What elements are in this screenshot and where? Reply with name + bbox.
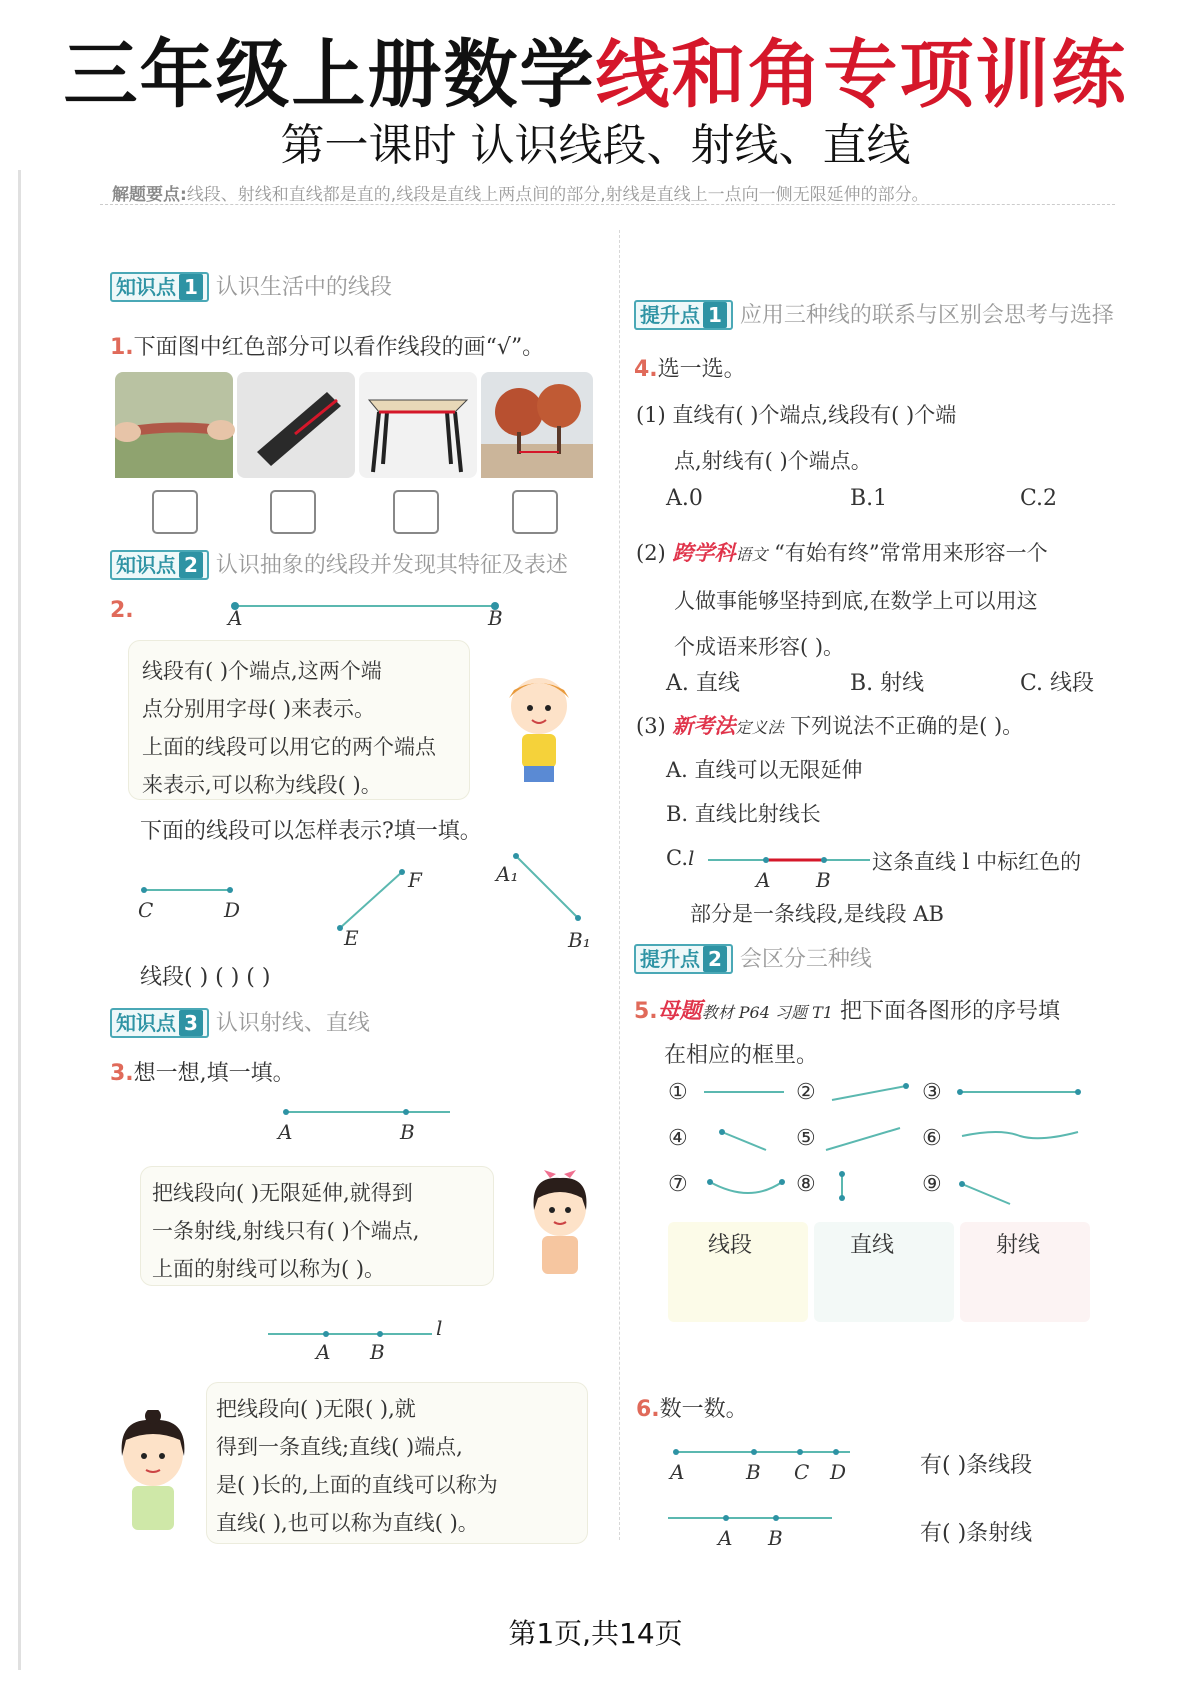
q1-images xyxy=(115,372,595,482)
fig-1-num: ① xyxy=(668,1080,688,1105)
q3-pt-a: A xyxy=(278,1120,293,1144)
q2-num: 2. xyxy=(110,598,134,623)
stick-image xyxy=(237,372,355,478)
fig-8-num: ⑧ xyxy=(796,1172,816,1197)
q1: 1.下面图中红色部分可以看作线段的画“√”。 xyxy=(110,335,545,360)
q3-line-l xyxy=(262,1322,442,1352)
pt-c: C xyxy=(138,898,154,922)
bin-line-label: 直线 xyxy=(850,1233,895,1258)
q2-answer: 线段( ) ( ) ( ) xyxy=(140,965,271,990)
q4-p2: (2) 跨学科语文 “有始有终”常常用来形容一个 人做事能够坚持到底,在数学上可以用这 个成语来形容( )。 xyxy=(636,540,1048,659)
section-k3: 知识点 3 认识射线、直线 xyxy=(110,1006,370,1038)
q3-pt-b: B xyxy=(400,1120,415,1144)
q4-pt-b: B xyxy=(816,868,831,892)
q5: 5.母题教材 P64 习题 T1 把下面各图形的序号填 xyxy=(634,998,1060,1024)
checkbox-1[interactable] xyxy=(152,490,198,534)
bin-segment-label: 线段 xyxy=(708,1233,753,1258)
q4-p2-opt-a: A. 直线 xyxy=(666,671,740,696)
q2-prompt: 下面的线段可以怎样表示?填一填。 xyxy=(140,819,482,844)
q4-p1-opt-a: A.0 xyxy=(666,486,703,511)
fig-5-num: ⑤ xyxy=(796,1126,816,1151)
column-divider xyxy=(619,230,620,1540)
q3-pt-b2: B xyxy=(370,1340,385,1364)
section-t1: 提升点 1 应用三种线的联系与区别会思考与选择 xyxy=(634,298,1114,330)
q3-bubble1-text: 把线段向( )无限延伸,就得到 一条射线,射线只有( )个端点, 上面的射线可以称为( )。 xyxy=(152,1181,420,1281)
q2-segments xyxy=(130,850,600,950)
q4-line xyxy=(704,848,874,878)
tips: 解题要点:线段、射线和直线都是直的,线段是直线上两点间的部分,射线是直线上一点向一侧无限延伸的部分。 xyxy=(112,185,929,205)
fig-6-num: ⑥ xyxy=(922,1126,942,1151)
q3-line-label: l xyxy=(436,1316,443,1340)
q2-segment xyxy=(220,596,510,636)
q4-pt-a: A xyxy=(756,868,771,892)
pt-d: D xyxy=(224,898,241,922)
trees-image xyxy=(481,372,593,478)
q4-p1-opt-b: B.1 xyxy=(850,486,888,511)
q4-p3-opt-a: A. 直线可以无限延伸 xyxy=(666,758,863,782)
q6-pt-b2: B xyxy=(768,1526,783,1550)
q6-pt-b: B xyxy=(746,1460,761,1484)
checkbox-2[interactable] xyxy=(270,490,316,534)
page-footer: 第1页,共14页 xyxy=(508,1617,683,1650)
q4-p3-opt-c: C.l xyxy=(666,846,695,870)
section-k1: 知识点 1 认识生活中的线段 xyxy=(110,270,392,302)
q6-pt-d: D xyxy=(830,1460,847,1484)
q6-answer1: 有( )条线段 xyxy=(920,1453,1033,1478)
q3-bubble2-text: 把线段向( )无限( ),就 得到一条直线;直线( )端点, 是( )长的,上面的直线可以称为 直线( ),也可以称为直线( )。 xyxy=(216,1397,498,1535)
q6-pt-c: C xyxy=(794,1460,810,1484)
q3: 3.想一想,填一填。 xyxy=(110,1061,295,1086)
q6-pt-a2: A xyxy=(718,1526,733,1550)
q2-pt-a: A xyxy=(228,606,243,630)
girl-illustration xyxy=(520,1170,600,1280)
pt-b1: B₁ xyxy=(568,928,591,952)
q4-p1-opt-c: C.2 xyxy=(1020,486,1058,511)
q2-bubble-text: 线段有( )个端点,这两个端 点分别用字母( )来表示。 上面的线段可以用它的两个端点 来表示,可以称为线段( )。 xyxy=(142,659,436,797)
q6: 6.数一数。 xyxy=(636,1397,748,1422)
rope-image xyxy=(115,372,235,478)
girl2-illustration xyxy=(108,1410,198,1540)
q5-figures xyxy=(700,1070,1100,1210)
pt-f: F xyxy=(408,868,422,892)
page-edge xyxy=(18,170,21,1670)
section-t2: 提升点 2 会区分三种线 xyxy=(634,942,872,974)
q4-p2-opt-b: B. 射线 xyxy=(850,671,925,696)
pt-e: E xyxy=(344,926,359,950)
q5-text2: 在相应的框里。 xyxy=(664,1043,819,1068)
q2-pt-b: B xyxy=(488,606,503,630)
q3-ray xyxy=(270,1100,460,1130)
q4-p3-c-text: 这条直线 l 中标红色的 xyxy=(872,850,1082,874)
bin-ray-label: 射线 xyxy=(996,1233,1041,1258)
fig-9-num: ⑨ xyxy=(922,1172,942,1197)
fig-7-num: ⑦ xyxy=(668,1172,688,1197)
q4-p3-c-text2: 部分是一条线段,是线段 AB xyxy=(690,902,944,926)
fig-2-num: ② xyxy=(796,1080,816,1105)
page-title: 三年级上册数学线和角专项训练 xyxy=(63,32,1128,118)
q6-ray-line xyxy=(664,1506,844,1536)
q4-p3-opt-b: B. 直线比射线长 xyxy=(666,802,821,826)
q4-p2-opt-c: C. 线段 xyxy=(1020,671,1095,696)
q4: 4.选一选。 xyxy=(634,357,746,382)
q6-answer2: 有( )条射线 xyxy=(920,1521,1033,1546)
checkbox-3[interactable] xyxy=(393,490,439,534)
boy-illustration xyxy=(494,668,584,788)
pt-a1: A₁ xyxy=(496,862,519,886)
section-k2: 知识点 2 认识抽象的线段并发现其特征及表述 xyxy=(110,548,568,580)
page-subtitle: 第一课时 认识线段、射线、直线 xyxy=(280,120,911,171)
table-image xyxy=(359,372,477,478)
q3-pt-a2: A xyxy=(316,1340,331,1364)
divider xyxy=(100,204,1115,205)
q4-p1: (1) 直线有( )个端点,线段有( )个端 点,射线有( )个端点。 xyxy=(636,403,957,473)
fig-3-num: ③ xyxy=(922,1080,942,1105)
checkbox-4[interactable] xyxy=(512,490,558,534)
fig-4-num: ④ xyxy=(668,1126,688,1151)
q6-pt-a: A xyxy=(670,1460,685,1484)
q4-p3: (3) 新考法定义法 下列说法不正确的是( )。 xyxy=(636,713,1024,738)
